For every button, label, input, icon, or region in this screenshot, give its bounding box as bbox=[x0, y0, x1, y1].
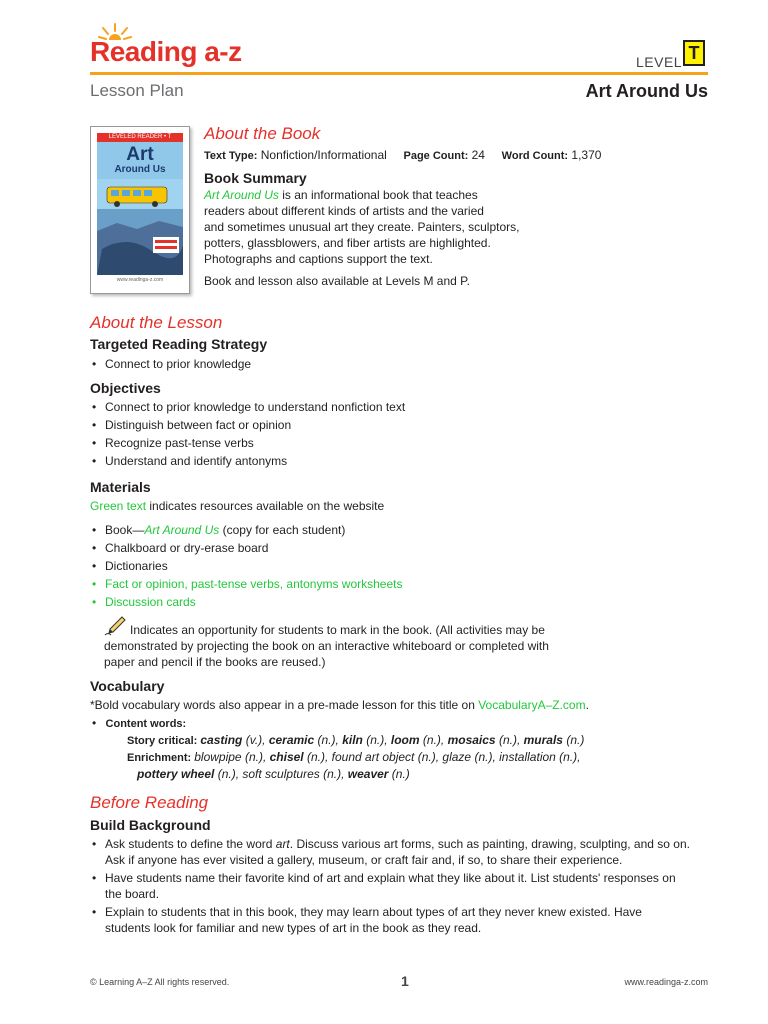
item-text-cont: . Discuss various art forms, such as painting, drawing, sculpting, and so on. Ask if anyone has ever visited a gallery, museum, or craft fair and, if so, to share their experience. bbox=[105, 837, 690, 867]
list-item: • Dictionaries bbox=[90, 557, 402, 575]
list-item: • Connect to prior knowledge bbox=[90, 355, 251, 373]
summary-line-2: readers about different kinds of artists and the varied bbox=[204, 204, 484, 218]
logo-text: Reading a-z bbox=[90, 36, 242, 67]
vocab-part-of-speech: (n.) bbox=[562, 733, 585, 747]
pencil-note-line2: demonstrated by projecting the book on an interactive whiteboard or completed with bbox=[104, 639, 549, 653]
vocab-word: pottery wheel bbox=[137, 767, 215, 781]
strategy-heading: Targeted Reading Strategy bbox=[90, 336, 268, 352]
book-suffix: (copy for each student) bbox=[219, 523, 346, 537]
vocab-part-of-speech: (n.), bbox=[414, 750, 443, 764]
materials-note-text: indicates resources available on the website bbox=[146, 499, 385, 513]
green-text-legend: Green text bbox=[90, 499, 147, 513]
vocab-part-of-speech: (n.), bbox=[214, 767, 243, 781]
vocab-word: soft sculptures bbox=[242, 767, 320, 781]
list-item bbox=[90, 836, 690, 868]
about-lesson-heading: About the Lesson bbox=[90, 313, 223, 332]
vocab-part-of-speech: (n.), bbox=[495, 733, 524, 747]
vocab-word: installation bbox=[499, 750, 556, 764]
enrichment-line-2 bbox=[137, 766, 410, 782]
vocab-word: kiln bbox=[342, 733, 363, 747]
vocab-part-of-speech: (n.), bbox=[319, 767, 348, 781]
document-type: Lesson Plan bbox=[90, 81, 184, 100]
materials-list bbox=[90, 521, 402, 611]
page-count-label: Page Count: bbox=[403, 150, 469, 162]
vocab-part-of-speech: (v.), bbox=[242, 733, 269, 747]
content-words-label: Content words: bbox=[105, 718, 187, 730]
vocab-part-of-speech: (n.) bbox=[388, 767, 410, 781]
vocab-part-of-speech: (n.), bbox=[471, 750, 500, 764]
item-text: Have students name their favorite kind of art and explain what they like about it. List students' responses on the board. bbox=[105, 871, 676, 901]
vocab-word: weaver bbox=[347, 767, 389, 781]
enrichment-words bbox=[194, 750, 580, 764]
vocab-word: loom bbox=[390, 733, 420, 747]
content-words-line: • Content words: bbox=[92, 716, 187, 730]
reading-az-logo[interactable] bbox=[90, 22, 250, 70]
list-item: • Distinguish between fact or opinion bbox=[90, 416, 405, 434]
item-emphasis: art bbox=[275, 837, 290, 851]
vocab-word: murals bbox=[523, 733, 563, 747]
book-prefix: Book— bbox=[105, 523, 145, 537]
vocab-word: chisel bbox=[269, 750, 304, 764]
story-critical-line bbox=[127, 732, 584, 749]
book-summary-heading: Book Summary bbox=[204, 170, 307, 186]
strategy-list bbox=[90, 355, 251, 373]
vocab-part-of-speech: (n.), bbox=[362, 733, 391, 747]
enrichment-words-cont bbox=[137, 767, 410, 781]
book-summary-text bbox=[204, 187, 564, 267]
vocab-part-of-speech: (n.), bbox=[419, 733, 448, 747]
discussion-cards-link[interactable]: • Discussion cards bbox=[90, 593, 402, 611]
list-item bbox=[90, 904, 690, 936]
level-label: LEVEL bbox=[636, 54, 683, 70]
book-link[interactable]: Art Around Us bbox=[144, 523, 220, 537]
materials-heading: Materials bbox=[90, 479, 151, 495]
cover-title-line2: Around Us bbox=[114, 164, 166, 175]
worksheets-link[interactable]: • Fact or opinion, past-tense verbs, antonyms worksheets bbox=[90, 575, 402, 593]
vocab-part-of-speech: (n.), bbox=[303, 750, 332, 764]
vocabulary-heading: Vocabulary bbox=[90, 678, 165, 694]
word-count-label: Word Count: bbox=[501, 150, 569, 162]
copyright-text: © Learning A–Z All rights reserved. bbox=[90, 977, 230, 987]
enrichment-line bbox=[127, 749, 581, 766]
summary-line-3: and sometimes unusual art they create. Painters, sculptors, bbox=[204, 220, 520, 234]
enrichment-label: Enrichment: bbox=[127, 752, 195, 764]
item-text: Ask students to define the word bbox=[105, 837, 276, 851]
list-item: • Recognize past-tense verbs bbox=[90, 434, 405, 452]
summary-line-4: potters, glassblowers, and fiber artists are highlighted. bbox=[204, 236, 491, 250]
pencil-note-line1: Indicates an opportunity for students to mark in the book. (All activities may be bbox=[130, 623, 545, 637]
vocab-word: ceramic bbox=[268, 733, 315, 747]
vocab-part-of-speech: (n.), bbox=[241, 750, 270, 764]
page-number: 1 bbox=[401, 973, 409, 989]
pencil-icon bbox=[104, 615, 126, 637]
cover-footer: www.readinga-z.com bbox=[97, 275, 183, 285]
vocab-note-end: . bbox=[585, 698, 589, 712]
vocab-word: found art object bbox=[331, 750, 415, 764]
before-reading-heading: Before Reading bbox=[90, 793, 209, 812]
text-type-value: Nonfiction/Informational bbox=[260, 148, 387, 162]
word-count-value: 1,370 bbox=[571, 148, 602, 162]
story-critical-label: Story critical: bbox=[127, 735, 201, 747]
vocabulary-note bbox=[90, 697, 589, 713]
vocab-word: mosaics bbox=[447, 733, 496, 747]
vocab-note-text: *Bold vocabulary words also appear in a pre-made lesson for this title on bbox=[90, 698, 479, 712]
level-badge: T bbox=[683, 40, 705, 66]
summary-book-title: Art Around Us bbox=[204, 188, 279, 202]
pencil-note-line3: paper and pencil if the books are reused.) bbox=[104, 655, 326, 669]
summary-line-5: Photographs and captions support the text. bbox=[204, 252, 433, 266]
vocab-word: glaze bbox=[442, 750, 472, 764]
objectives-heading: Objectives bbox=[90, 380, 161, 396]
build-background-heading: Build Background bbox=[90, 817, 211, 833]
about-book-heading: About the Book bbox=[204, 124, 321, 143]
list-item bbox=[90, 521, 402, 539]
list-item: • Chalkboard or dry-erase board bbox=[90, 539, 402, 557]
story-critical-words bbox=[200, 733, 584, 747]
summary-line-1: is an informational book that teaches bbox=[278, 188, 478, 202]
before-reading-list bbox=[90, 836, 690, 938]
website-link[interactable]: www.readinga-z.com bbox=[624, 977, 708, 987]
book-meta-line bbox=[204, 147, 601, 164]
header-divider bbox=[90, 72, 708, 75]
cover-illustration bbox=[97, 179, 183, 275]
book-cover-image bbox=[90, 126, 190, 294]
page-count-value: 24 bbox=[471, 148, 485, 162]
vocab-word: casting bbox=[200, 733, 243, 747]
objectives-list bbox=[90, 398, 405, 470]
vocab-part-of-speech: (n.), bbox=[314, 733, 343, 747]
text-type-label: Text Type: bbox=[204, 150, 258, 162]
cover-level-band: LEVELED READER • T bbox=[97, 133, 183, 142]
list-item: • Understand and identify antonyms bbox=[90, 452, 405, 470]
also-available-text: Book and lesson also available at Levels M and P. bbox=[204, 274, 470, 288]
vocabulary-az-link[interactable]: VocabularyA–Z.com bbox=[478, 698, 586, 712]
materials-note bbox=[90, 498, 384, 514]
cover-title-line1: Art bbox=[126, 144, 154, 165]
list-item: • Connect to prior knowledge to understand nonfiction text bbox=[90, 398, 405, 416]
vocab-part-of-speech: (n.), bbox=[555, 750, 581, 764]
vocab-word: blowpipe bbox=[194, 750, 242, 764]
item-text: Explain to students that in this book, they may learn about types of art they never knew existed. Have students look for familiar and new types of art in the book as they read. bbox=[105, 905, 642, 935]
list-item bbox=[90, 870, 690, 902]
page-title: Art Around Us bbox=[585, 81, 708, 101]
